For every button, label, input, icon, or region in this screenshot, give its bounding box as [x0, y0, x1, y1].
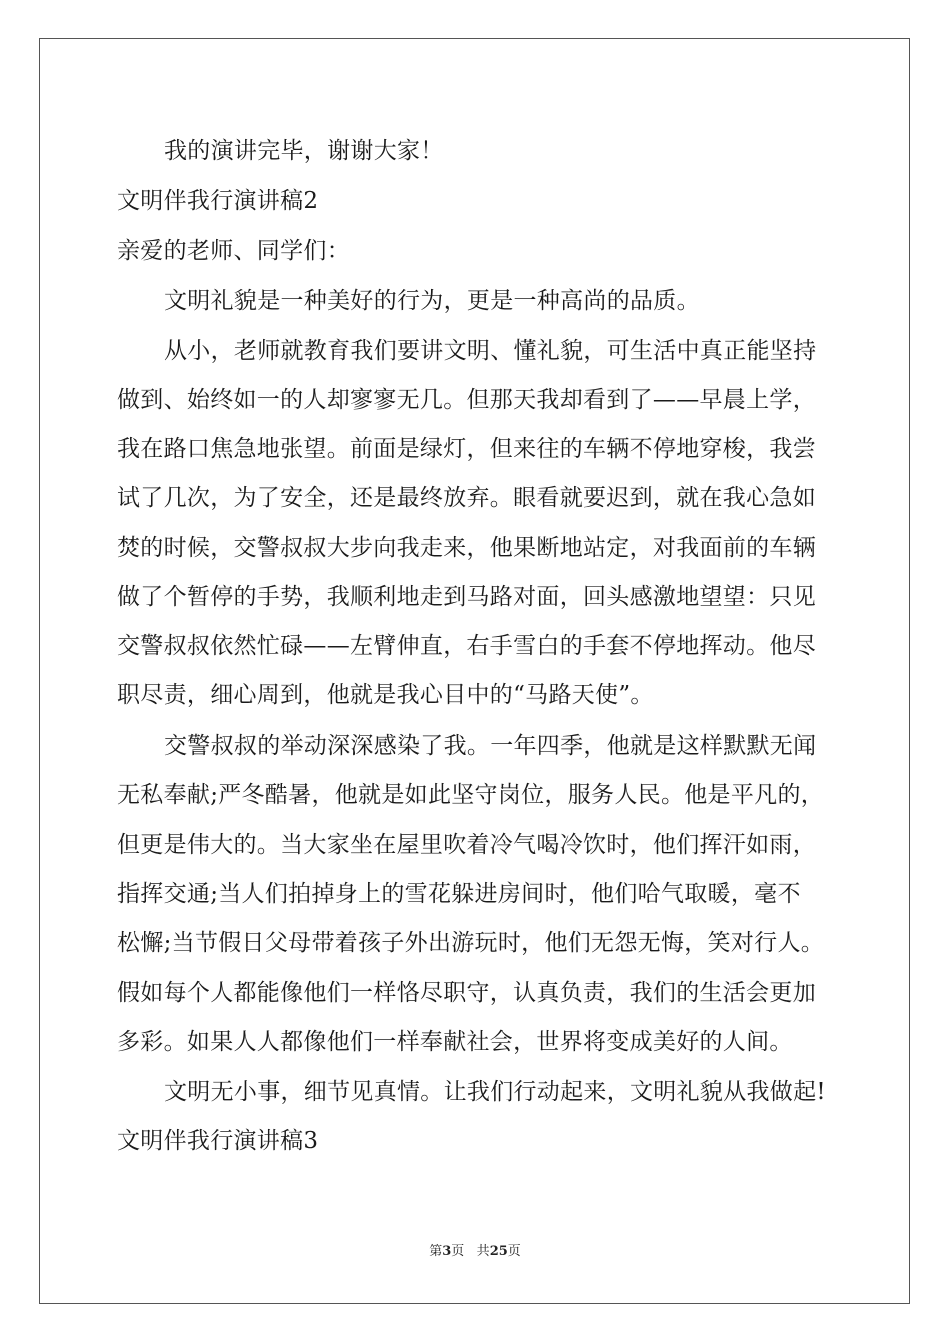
current-page-number: 3	[442, 1244, 452, 1259]
paragraph-line: 做了个暂停的手势，我顺利地走到马路对面，回头感激地望望：只见	[117, 584, 816, 610]
total-pages-number: 25	[489, 1244, 508, 1259]
paragraph-line: 从小，老师就教育我们要讲文明、懂礼貌，可生活中真正能坚持	[164, 338, 817, 364]
section-heading: 文明伴我行演讲稿3	[117, 1128, 319, 1154]
total-suffix: 页	[507, 1244, 521, 1259]
total-prefix: 共	[476, 1244, 490, 1259]
page-suffix: 页	[451, 1244, 465, 1259]
paragraph-line: 做到、始终如一的人却寥寥无几。但那天我却看到了——早晨上学，	[117, 387, 816, 413]
paragraph-line: 假如每个人都能像他们一样恪尽职守，认真负责，我们的生活会更加	[117, 980, 816, 1006]
paragraph-line: 我在路口焦急地张望。前面是绿灯，但来往的车辆不停地穿梭，我尝	[117, 436, 816, 462]
salutation: 亲爱的老师、同学们：	[117, 238, 350, 264]
paragraph-line: 文明无小事，细节见真情。让我们行动起来，文明礼貌从我做起!	[164, 1079, 826, 1105]
paragraph-line: 指挥交通;当人们拍掉身上的雪花躲进房间时，他们哈气取暖，毫不	[117, 881, 801, 907]
paragraph-line: 文明礼貌是一种美好的行为，更是一种高尚的品质。	[164, 288, 700, 314]
paragraph-line: 职尽责，细心周到，他就是我心目中的“马路天使”。	[117, 682, 654, 708]
page-border	[39, 38, 910, 1304]
closing-line: 我的演讲完毕，谢谢大家！	[164, 138, 444, 164]
page-prefix: 第	[429, 1244, 443, 1259]
paragraph-line: 无私奉献;严冬酷暑，他就是如此坚守岗位，服务人民。他是平凡的，	[117, 782, 825, 808]
section-heading: 文明伴我行演讲稿2	[117, 188, 319, 214]
paragraph-line: 松懈;当节假日父母带着孩子外出游玩时，他们无怨无悔，笑对行人。	[117, 930, 825, 956]
paragraph-line: 交警叔叔依然忙碌——左臂伸直，右手雪白的手套不停地挥动。他尽	[117, 633, 816, 659]
paragraph-line: 多彩。如果人人都像他们一样奉献社会，世界将变成美好的人间。	[117, 1029, 793, 1055]
page-footer	[0, 1244, 950, 1260]
paragraph-line: 焚的时候，交警叔叔大步向我走来，他果断地站定，对我面前的车辆	[117, 535, 816, 561]
paragraph-line: 交警叔叔的举动深深感染了我。一年四季，他就是这样默默无闻	[164, 733, 817, 759]
paragraph-line: 试了几次，为了安全，还是最终放弃。眼看就要迟到，就在我心急如	[117, 485, 816, 511]
paragraph-line: 但更是伟大的。当大家坐在屋里吹着冷气喝冷饮时，他们挥汗如雨，	[117, 832, 816, 858]
